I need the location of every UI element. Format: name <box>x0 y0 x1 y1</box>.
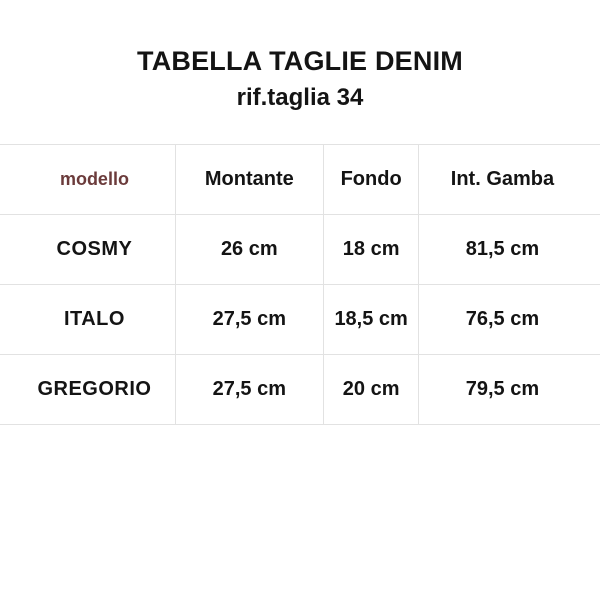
spacer-cell-right <box>586 285 600 355</box>
page-title: TABELLA TAGLIE DENIM <box>137 46 463 76</box>
page-subtitle: rif.taglia 34 <box>236 84 364 112</box>
table-header-row <box>0 145 600 215</box>
spacer-cell-right <box>586 145 600 215</box>
spacer-cell-left <box>0 145 14 215</box>
cell-modello: COSMY <box>14 215 175 285</box>
table-row <box>0 355 600 425</box>
cell-montante: 26 cm <box>175 215 323 285</box>
spacer-cell-left <box>0 355 14 425</box>
cell-fondo: 18,5 cm <box>324 285 419 355</box>
spacer-cell-right <box>586 355 600 425</box>
size-table <box>0 144 600 425</box>
cell-montante: 27,5 cm <box>175 285 323 355</box>
cell-montante: 27,5 cm <box>175 355 323 425</box>
cell-int-gamba: 76,5 cm <box>419 285 586 355</box>
cell-modello: ITALO <box>14 285 175 355</box>
cell-int-gamba: 81,5 cm <box>419 215 586 285</box>
spacer-cell-left <box>0 285 14 355</box>
column-header-modello: modello <box>14 145 175 215</box>
cell-int-gamba: 79,5 cm <box>419 355 586 425</box>
cell-modello: GREGORIO <box>14 355 175 425</box>
spacer-cell-right <box>586 215 600 285</box>
cell-fondo: 18 cm <box>324 215 419 285</box>
column-header-montante: Montante <box>175 145 323 215</box>
table-row <box>0 215 600 285</box>
spacer-cell-left <box>0 215 14 285</box>
cell-fondo: 20 cm <box>324 355 419 425</box>
column-header-fondo: Fondo <box>324 145 419 215</box>
table-row <box>0 285 600 355</box>
column-header-int-gamba: Int. Gamba <box>419 145 586 215</box>
size-table-container <box>0 144 600 425</box>
